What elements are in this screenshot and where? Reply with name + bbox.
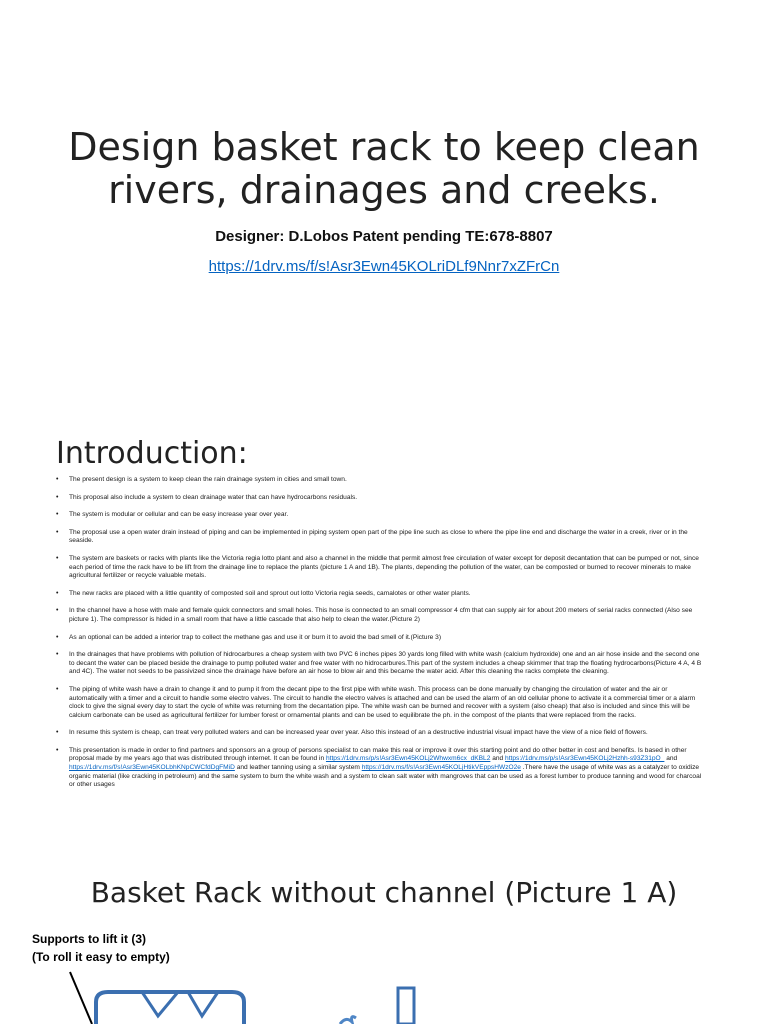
onedrive-link[interactable]: https://1drv.ms/f/s!Asr3Ewn45KOLriDLf9Nnr7xZFrCn [208,258,560,275]
plant-sprout-icon [340,1017,356,1024]
page-title: Design basket rack to keep clean rivers, drainages and creeks. [68,125,700,212]
bullet-item: • As an optional can be added a interior trap to collect the methane gas and use it or burn it to avoid the bad smell of it.(Picture 3) [56,634,706,643]
bullet-item: • The system are baskets or racks with plants like the Victoria regia lotto plant and also a channel in the middle that permit almost free circulation of water except for deposit decantation that can be pumped or not, since each period of time the rack have to be lift from the drainage line to replace the plants (picture 1 A and 1B). The plants, depending the pollution of the water, can be composted or burned to recover minerals to make agricultural fertilizer or recycle valuable metals. [56,555,706,581]
basket-rack-heading: Basket Rack without channel (Picture 1 A) [90,876,678,909]
rack-post [398,988,414,1024]
basket-rack-drawing [0,960,768,1024]
bullet-text: This presentation is made in order to find partners and sponsors an a group of persons specialist to can make this real or improve it over this starting point and do other better in cost and benefits. Is based in other proposal made by me years ago that was distributed through internet. It can be found in [69,746,687,763]
bullet-item-partners [56,747,706,790]
proposal-link-2[interactable]: https://1drv.ms/p/s!Asr3Ewn45KOLj2Hzhh-s93Z31pO_ [505,755,665,763]
roll-label: (To roll it easy to empty) [32,950,170,964]
pointer-line [70,972,92,1024]
introduction-bullet-list [56,476,706,799]
bullet-item: • The present design is a system to keep clean the rain drainage system in cities and small town. [56,476,706,485]
designer-line: Designer: D.Lobos Patent pending TE:678-8807 [215,228,553,245]
rack-frame [96,992,244,1024]
proposal-link-3[interactable]: https://1drv.ms/f/s!Asr3Ewn45KOLbhKNpCWCfdDgFMiD [69,764,235,772]
bullet-item: • The system is modular or cellular and can be easy increase year over year. [56,511,706,520]
tanning-link[interactable]: https://1drv.ms/f/s!Asr3Ewn45KOLjHtikVEppsHWzO2e [361,764,521,772]
bullet-item: • This proposal also include a system to clean drainage water that can have hydrocarbons residuals. [56,494,706,503]
supports-label: Supports to lift it (3) [32,932,146,946]
introduction-heading: Introduction: [56,436,248,471]
proposal-link-1[interactable]: https://1drv.ms/p/s!Asr3Ewn45KOLj2Whwxm6cx_dKBL2 [325,755,491,763]
bullet-text: and [664,755,678,763]
rack-support-left [142,992,178,1016]
bullet-item: • The piping of white wash have a drain to change it and to pump it from the decant pipe to the first pipe with white wash. This process can be done manually by changing the circulation of water and the air or automatically with a timer and a circuit to handle some electro valves. The circuit to handle the electro valves is attached and can be used the alarm of an old cellular phone to activate it a commercial timer or a alarm clock to give the signal every day to start the cycle of white was returning from the decantation pipe. The white wash can be burned and recover with a system (also cheap) that also is included and since this will be calcium carbonate can be used as agricultural fertilizer for lumber forest or ornamental plants and can be used to equilibrate the ph. in the compost of the plants that were replaced from the racks. [56,686,706,720]
bullet-item: • The proposal use a open water drain instead of piping and can be implemented in piping system open part of the pipe line such as close to where the pipe line end and discharge the water in a creek, river or in the seaside. [56,529,706,546]
rack-support-right [188,992,218,1016]
bullet-item: • In the channel have a hose with male and female quick connectors and small holes. This hose is connected to an small compressor 4 cfm that can supply air for about 200 meters of serial racks connected (Also see picture 1). The compressor is hided in a small room that have a little cascade that also help to clean the water.(Picture 2) [56,607,706,624]
bullet-text: and [490,755,506,763]
bullet-item: • The new racks are placed with a little quantity of composted soil and sprout out lotto Victoria regia seeds, camalotes or other water plants. [56,590,706,599]
bullet-item: • In the drainages that have problems with pollution of hidrocarbures a cheap system with two PVC 6 inches pipes 30 yards long filled with white wash (calcium hydroxide) one and an air hose inside and the second one to decant the water can be placed beside the drainage to pump polluted water and free water with no hidrocarbures.This part of the system includes a cheap skimmer that trap the floating hydrocarbons(Picture 4 A, 4 B and 4C). The water not seeds to be passivized since the drainage have before an air hose to blow air and this became the water acid. After this cleaning the racks complete the cleaning. [56,651,706,677]
bullet-text: .There have the usage of white was as a catalyzer to oxidize organic material (like cracking in petroleum) and the same system to burn the white wash and a system to clean salt water with mangroves that can be used as a forest lumber to produce tanning and wood for charcoal or other usages [69,764,702,789]
bullet-item: • In resume this system is cheap, can treat very polluted waters and can be increased year over year. Also this instead of an a destructive industrial visual impact have the view of a nice field of flowers. [56,729,706,738]
bullet-text: and leather tanning using a similar system [234,764,362,772]
